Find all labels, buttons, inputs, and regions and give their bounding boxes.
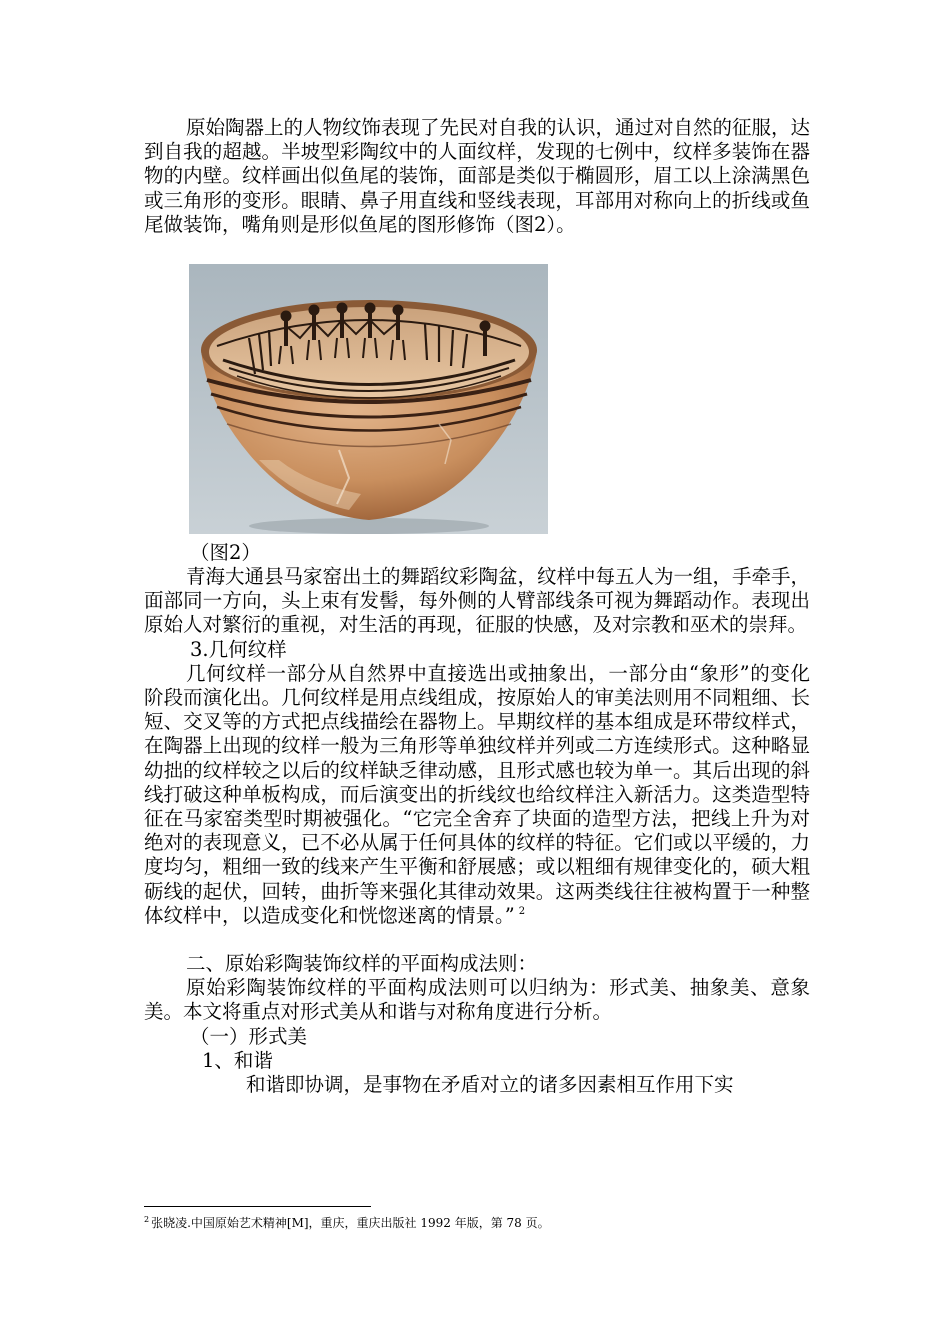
footnote-mark: 2 [144,1215,150,1224]
paragraph-harmony: 和谐即协调，是事物在矛盾对立的诸多因素相互作用下实 [246,1073,734,1097]
painted-pottery-bowl-image [189,264,548,534]
main-text-block [144,565,810,1097]
subheading-formal-beauty: （一）形式美 [190,1024,308,1048]
footnote [144,1212,550,1231]
paragraph-composition-rules: 原始彩陶装饰纹样的平面构成法则可以归纳为：形式美、抽象美、意象美。本文将重点对形式美从和谐与对称角度进行分析。 [144,976,810,1024]
intro-block [144,116,810,237]
subheading-harmony: 1、和谐 [202,1048,273,1072]
footnote-reference: 2 [518,906,526,918]
section-heading-geometric: 3.几何纹样 [190,637,287,661]
part-two-heading: 二、原始彩陶装饰纹样的平面构成法则： [186,952,538,976]
bowl-shadow [249,518,489,534]
geometric-text: 几何纹样一部分从自然界中直接选出或抽象出，一部分由“象形”的变化阶段而演化出。几何纹样是用点线组成，按原始人的审美法则用不同粗细、长短、交叉等的方式把点线描绘在器物上。早期纹样的基本组成是环带纹样式，在陶器上出现的纹样一般为三角形等单独纹样并列或二方连续形式。这种略显幼拙的纹样较之以后的纹样缺乏律动感，且形式感也较为单一。其后出现的斜线打破这种单板构成，而后演变出的折线纹也给纹样注入新活力。这类造型特征在马家窑类型时期被强化。“它完全舍弃了块面的造型方法，把线上升为对绝对的表现意义，已不必从属于任何具体的纹样的特征。它们或以平缓的，力度均匀，粗细一致的线来产生平衡和舒展感；或以粗细有规律变化的，硕大粗砺线的起伏，回转，曲折等来强化其律动效果。这两类线往往被构置于一种整体纹样中，以造成变化和恍惚迷离的情景。” [144,661,810,927]
figure-caption: （图2） [190,541,261,564]
paragraph-geometric-patterns [144,662,810,928]
paragraph-dance-bowl: 青海大通县马家窑出土的舞蹈纹彩陶盆，纹样中每五人为一组，手牵手，面部同一方向，头上束有发髻，每外侧的人臂部线条可视为舞蹈动作。表现出原始人对繁衍的重视，对生活的再现，征服的快感，及对宗教和巫术的崇拜。 [144,565,811,637]
footnote-text: 张晓凌.中国原始艺术精神[M]，重庆，重庆出版社 1992 年版，第 78 页。 [151,1216,550,1230]
footnote-separator [144,1206,371,1207]
paragraph-human-motif: 原始陶器上的人物纹饰表现了先民对自我的认识，通过对自然的征服，达到自我的超越。半坡型彩陶纹中的人面纹样，发现的七例中，纹样多装饰在器物的内壁。纹样画出似鱼尾的装饰，面部是类似于椭圆形，眉工以上涂满黑色或三角形的变形。眼睛、鼻子用直线和竖线表现，耳部用对称向上的折线或鱼尾做装饰，嘴角则是形似鱼尾的图形修饰（图2）。 [144,116,811,236]
paragraph-gap [144,928,810,952]
